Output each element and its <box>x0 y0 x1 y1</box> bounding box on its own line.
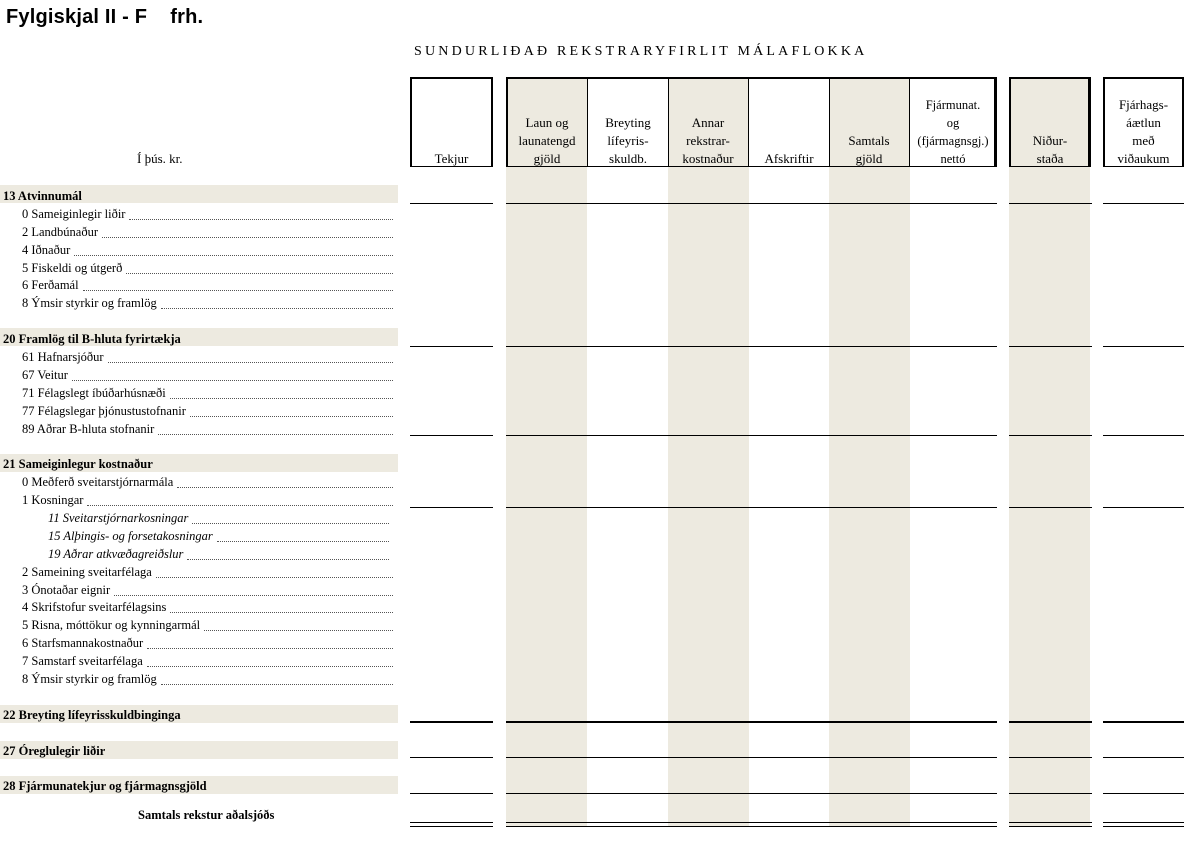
shade-col-samtals <box>829 77 910 827</box>
row-label: 71 Félagslegt íbúðarhúsnæði <box>22 386 166 400</box>
row-21-1-19 <box>48 545 391 563</box>
unit-label: Í þús. kr. <box>137 151 183 166</box>
dot-leader <box>187 558 389 560</box>
dot-leader <box>102 236 393 238</box>
row-21-7 <box>22 652 395 670</box>
row-label: 0 Sameiginlegir liðir <box>22 207 126 221</box>
column-rule <box>506 793 997 794</box>
dot-leader <box>158 433 393 435</box>
row-20-77 <box>22 402 395 420</box>
column-rule <box>506 346 997 347</box>
column-rule <box>1009 757 1092 758</box>
column-rule <box>1103 203 1184 204</box>
dot-leader <box>170 611 393 613</box>
column-rule <box>506 757 997 758</box>
row-13-0 <box>22 205 395 223</box>
column-rule <box>410 822 493 827</box>
dot-leader <box>126 272 393 274</box>
col-header-fjarmunat: Fjármunat. og (fjármagnsgj.) nettó <box>917 98 989 166</box>
column-rule <box>410 757 493 758</box>
row-21-3 <box>22 581 395 599</box>
row-label: 19 Aðrar atkvæðagreiðslur <box>48 547 184 561</box>
dot-leader <box>147 647 393 649</box>
row-label: 67 Veitur <box>22 368 68 382</box>
row-20-71 <box>22 384 395 402</box>
row-label: 2 Landbúnaður <box>22 225 99 239</box>
column-rule <box>1103 757 1184 758</box>
row-13-4 <box>22 241 395 259</box>
row-label: 6 Starfsmannakostnaður <box>22 636 144 650</box>
row-label: 7 Samstarf sveitarfélaga <box>22 654 143 668</box>
row-label: 4 Skrifstofur sveitarfélagsins <box>22 600 167 614</box>
dot-leader <box>108 361 393 363</box>
row-label: 2 Sameining sveitarfélaga <box>22 565 152 579</box>
dot-leader <box>192 522 389 524</box>
dot-leader <box>74 254 393 256</box>
row-13-8 <box>22 294 395 312</box>
column-rule <box>410 721 493 723</box>
col-header-samtals: Samtals gjöld <box>848 133 890 166</box>
dot-leader <box>161 683 393 685</box>
col-header-breyting: Breyting lífeyris- skuldb. <box>605 115 651 166</box>
dot-leader <box>156 576 393 578</box>
col-header-afskriftir: Afskriftir <box>764 151 814 166</box>
row-21-2 <box>22 563 395 581</box>
section-21: 21 Sameiginlegur kostnaður <box>3 457 153 471</box>
section-20: 20 Framlög til B-hluta fyrirtækja <box>3 332 181 346</box>
column-rule <box>506 203 997 204</box>
column-rule <box>1103 435 1184 436</box>
dot-leader <box>129 218 393 220</box>
row-label: 77 Félagslegar þjónustustofnanir <box>22 404 186 418</box>
row-21-6 <box>22 634 395 652</box>
row-20-67 <box>22 366 395 384</box>
column-rule <box>506 822 997 827</box>
col-header-nidurstada: Niður- staða <box>1032 133 1068 166</box>
section-22: 22 Breyting lífeyrisskuldbinginga <box>3 708 181 722</box>
section-27: 27 Óreglulegir liðir <box>3 744 106 758</box>
column-rule <box>1009 435 1092 436</box>
col-header-aaetlun: Fjárhags- áætlun með viðaukum <box>1117 97 1170 166</box>
row-label: 5 Risna, móttökur og kynningarmál <box>22 618 201 632</box>
column-rule <box>506 721 997 723</box>
row-13-2 <box>22 223 395 241</box>
row-13-6 <box>22 276 395 294</box>
col-header-laun: Laun og launatengd gjöld <box>518 115 576 166</box>
dot-leader <box>161 307 393 309</box>
row-label: 11 Sveitarstjórnarkosningar <box>48 511 189 525</box>
row-label: 5 Fiskeldi og útgerð <box>22 261 123 275</box>
column-rule <box>1103 346 1184 347</box>
dot-leader <box>204 629 393 631</box>
row-label: 0 Meðferð sveitarstjórnarmála <box>22 475 174 489</box>
shade-col-laun <box>506 77 587 827</box>
column-rule <box>1009 346 1092 347</box>
column-rule <box>1009 793 1092 794</box>
row-label: 61 Hafnarsjóður <box>22 350 104 364</box>
dot-leader <box>114 594 393 596</box>
row-label: 1 Kosningar <box>22 493 84 507</box>
dot-leader <box>177 486 393 488</box>
dot-leader <box>147 665 393 667</box>
shade-col-annar <box>668 77 749 827</box>
column-rule <box>410 793 493 794</box>
row-20-89 <box>22 420 395 438</box>
total-label: Samtals rekstur aðalsjóðs <box>138 808 275 822</box>
column-rule <box>1103 822 1184 827</box>
column-rule <box>1009 507 1092 508</box>
row-21-1-11 <box>48 509 391 527</box>
dot-leader <box>190 415 393 417</box>
row-21-0 <box>22 473 395 491</box>
row-21-1-15 <box>48 527 391 545</box>
report-subtitle: SUNDURLIÐAÐ REKSTRARYFIRLIT MÁLAFLOKKA <box>414 44 868 59</box>
column-rule <box>410 435 493 436</box>
section-28: 28 Fjármunatekjur og fjármagnsgjöld <box>3 779 207 793</box>
dot-leader <box>72 379 393 381</box>
row-20-61 <box>22 348 395 366</box>
row-21-4 <box>22 598 395 616</box>
section-13: 13 Atvinnumál <box>3 189 82 203</box>
row-21-5 <box>22 616 395 634</box>
row-label: 6 Ferðamál <box>22 278 79 292</box>
row-13-5 <box>22 259 395 277</box>
row-label: 4 Iðnaður <box>22 243 71 257</box>
column-rule <box>410 507 493 508</box>
column-rule <box>506 435 997 436</box>
row-label: 8 Ýmsir styrkir og framlög <box>22 672 157 686</box>
dot-leader <box>83 289 393 291</box>
row-label: 3 Ónotaðar eignir <box>22 583 111 597</box>
page-title: Fylgiskjal II - F frh. <box>6 6 204 28</box>
dot-leader <box>87 504 393 506</box>
column-rule <box>1009 721 1092 723</box>
col-header-tekjur: Tekjur <box>434 151 469 166</box>
row-label: 15 Alþingis- og forsetakosningar <box>48 529 213 543</box>
column-rule <box>1103 721 1184 723</box>
column-rule <box>1009 822 1092 827</box>
dot-leader <box>170 397 393 399</box>
row-21-1 <box>22 491 395 509</box>
row-label: 8 Ýmsir styrkir og framlög <box>22 296 157 310</box>
shade-col-nidurstada <box>1009 77 1090 827</box>
row-21-8 <box>22 670 395 688</box>
column-rule <box>1103 507 1184 508</box>
column-rule <box>1103 793 1184 794</box>
row-label: 89 Aðrar B-hluta stofnanir <box>22 422 155 436</box>
col-header-annar: Annar rekstrar- kostnaður <box>682 115 734 166</box>
column-rule <box>410 203 493 204</box>
column-rule <box>506 507 997 508</box>
column-rule <box>1009 203 1092 204</box>
dot-leader <box>217 540 389 542</box>
column-rule <box>410 346 493 347</box>
